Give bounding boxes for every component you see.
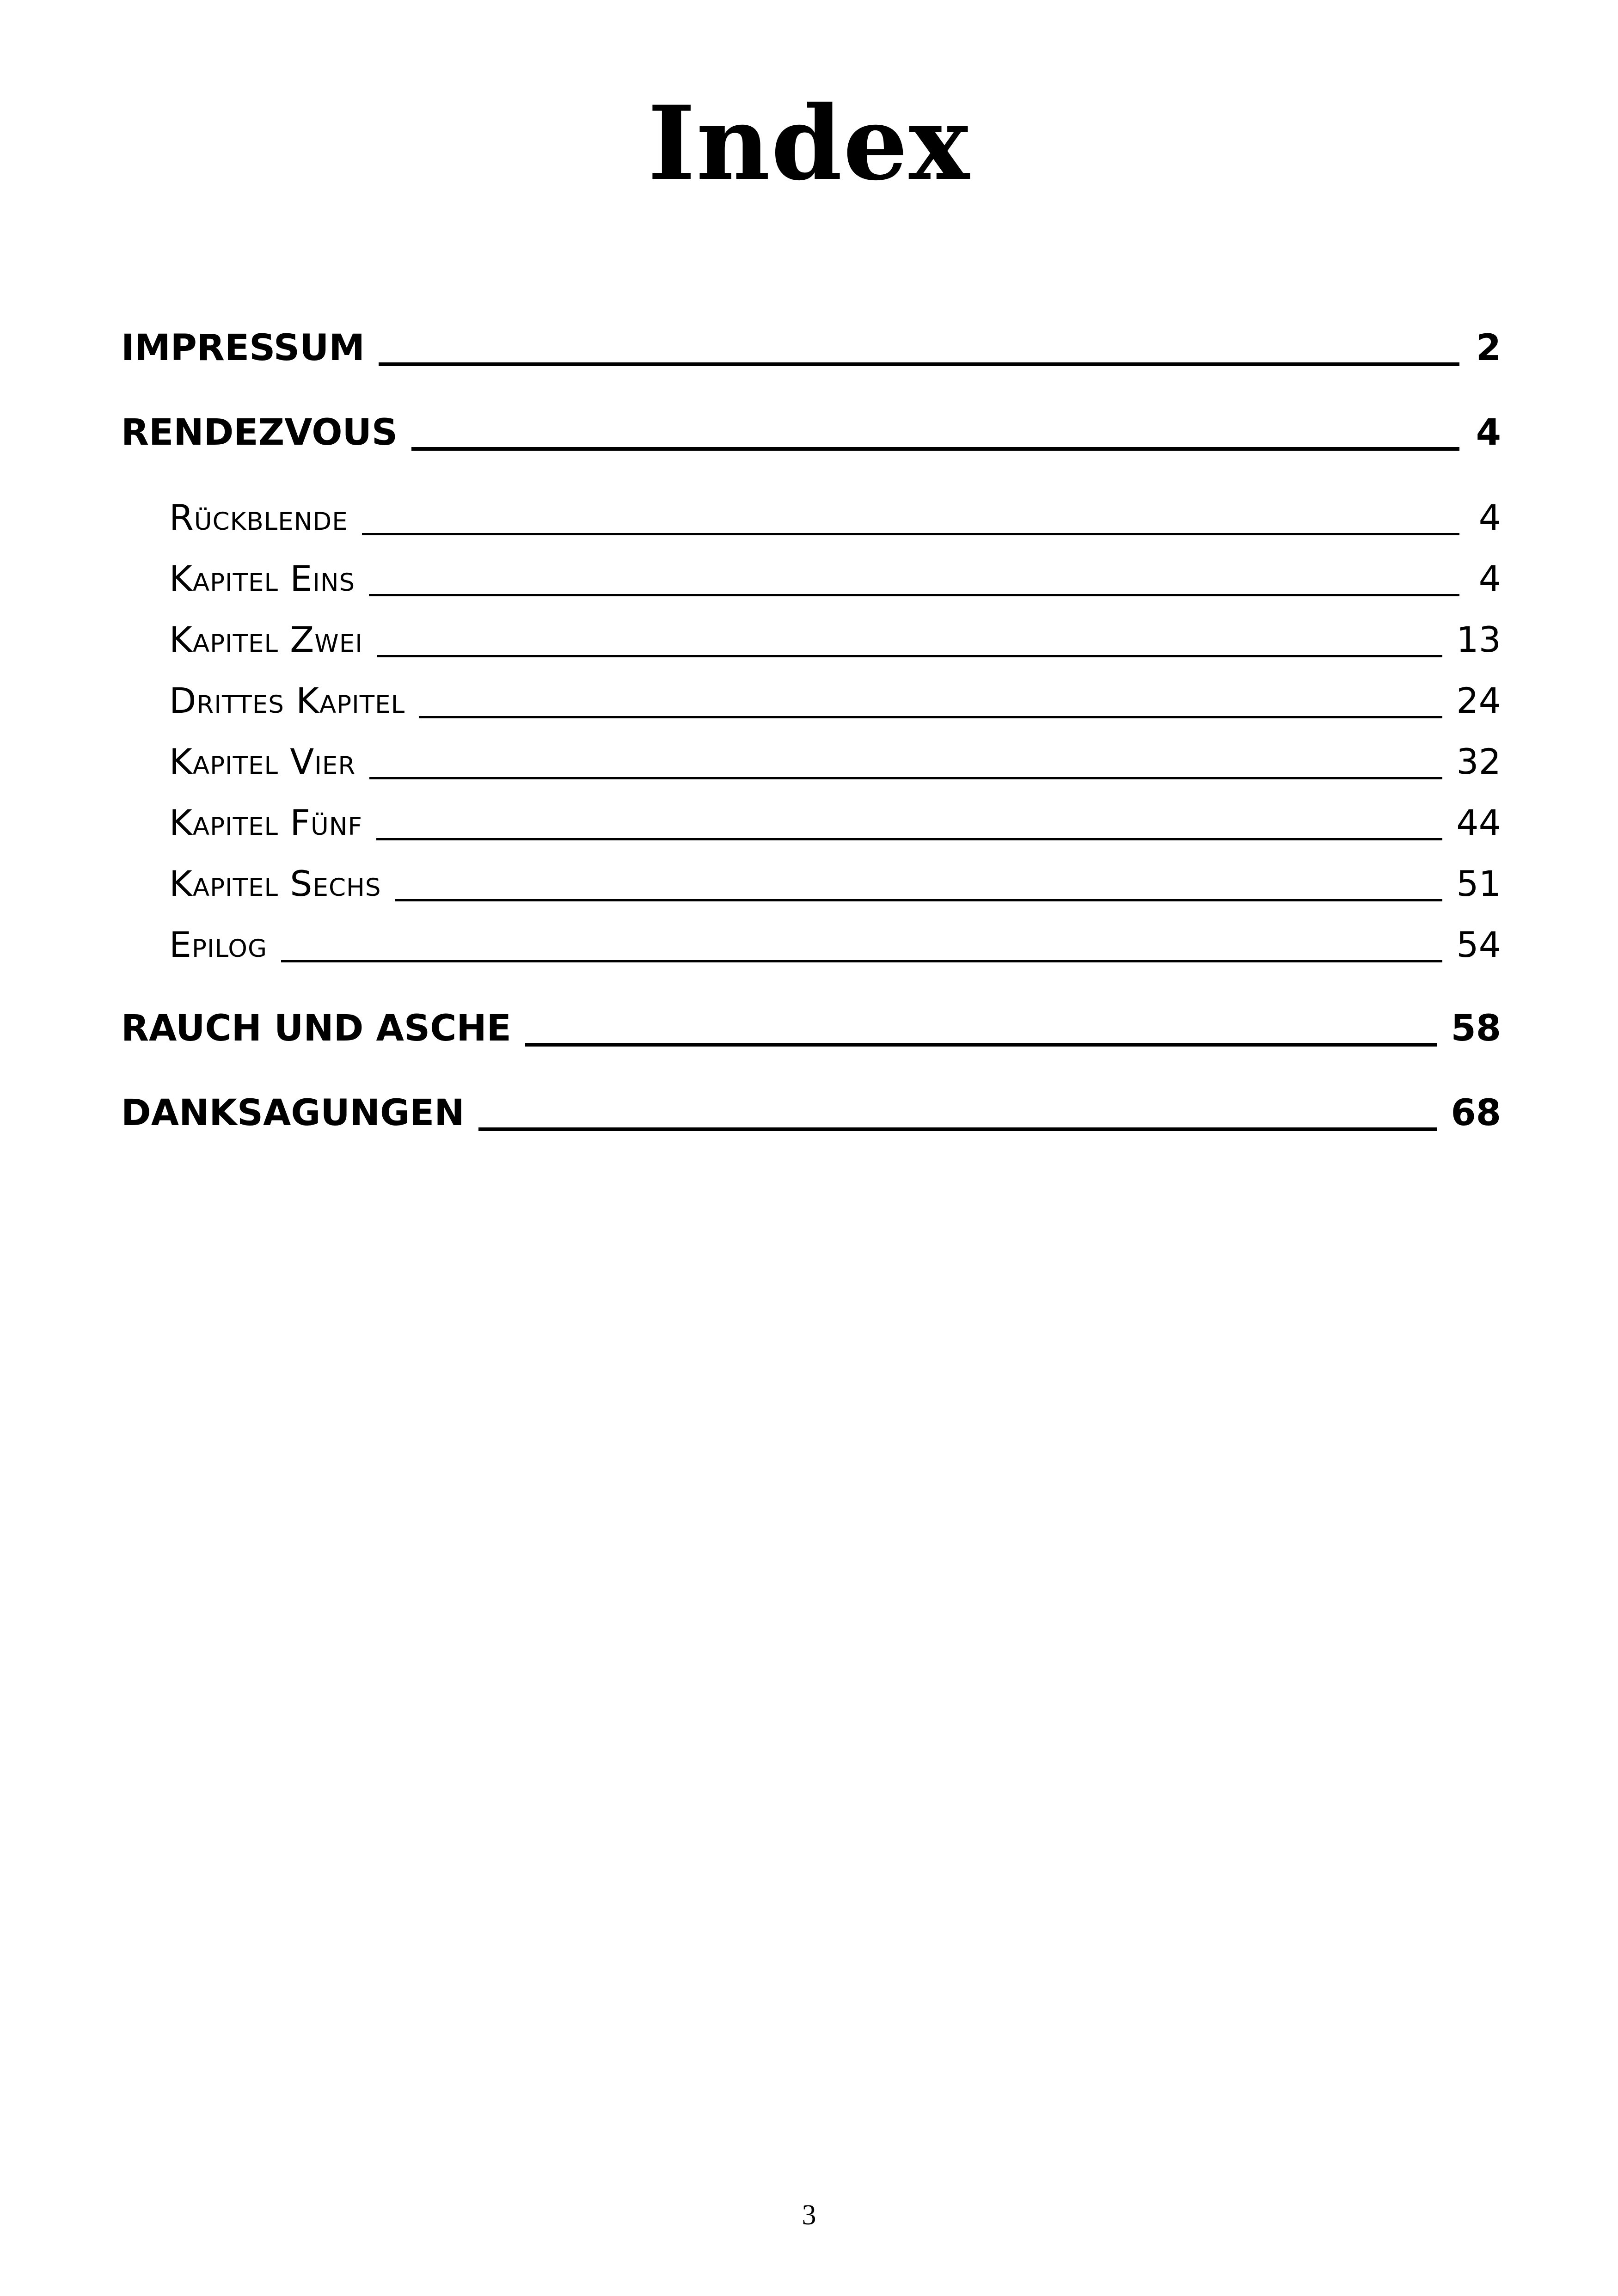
toc-entry-page: 24 [1456,680,1501,721]
toc-leader-line [369,594,1459,596]
toc-leader-line [281,960,1442,962]
toc-entry-rendezvous[interactable] [121,408,1501,459]
toc-leader-line [478,1127,1437,1131]
toc-entry-label: Drittes Kapitel [169,680,405,721]
toc-entry-page: 68 [1451,1092,1501,1134]
toc-subentry-epilog[interactable] [169,920,1501,971]
toc-entry-page: 13 [1456,619,1501,660]
toc-entry-label: Kapitel Zwei [169,619,363,660]
toc-leader-line [379,362,1459,366]
toc-subentry-kapitel-zwei[interactable] [169,615,1501,666]
toc-entry-label: Epilog [169,924,268,965]
toc-leader-line [362,533,1459,535]
toc-leader-line [377,655,1442,657]
toc-entry-danksagungen[interactable] [121,1089,1501,1139]
toc-entry-label: Rückblende [169,497,348,538]
page-number: 3 [802,2199,816,2231]
toc-entry-label: Kapitel Eins [169,558,355,599]
toc-leader-line [395,899,1442,901]
toc-subentry-kapitel-sechs[interactable] [169,859,1501,910]
toc-subentry-kapitel-eins[interactable] [169,554,1501,605]
toc-subentry-drittes-kapitel[interactable] [169,676,1501,727]
toc-leader-line [369,777,1442,779]
toc-entry-page: 4 [1478,558,1501,599]
page-title: Index [648,83,970,203]
toc-entry-page: 51 [1456,863,1501,904]
toc-subentry-kapitel-vier[interactable] [169,737,1501,788]
toc-subentry-rueckblende[interactable] [169,493,1501,544]
toc-leader-line [525,1043,1437,1047]
toc-entry-page: 44 [1456,802,1501,843]
toc-entry-label: Kapitel Fünf [169,802,362,843]
toc-entry-label: DANKSAGUNGEN [121,1092,465,1134]
toc-entry-page: 4 [1478,497,1501,538]
toc-entry-label: RENDEZVOUS [121,412,398,453]
toc-entry-impressum[interactable] [121,324,1501,374]
toc-subentry-kapitel-fuenf[interactable] [169,798,1501,849]
toc-leader-line [376,838,1442,840]
toc-entry-page: 4 [1476,412,1501,453]
toc-entry-label: IMPRESSUM [121,327,365,369]
toc-leader-line [419,716,1442,718]
toc-entry-rauch-und-asche[interactable] [121,1004,1501,1055]
toc-entry-label: Kapitel Vier [169,741,356,782]
toc-entry-page: 54 [1456,924,1501,965]
toc-entry-label: RAUCH UND ASCHE [121,1008,511,1049]
toc-leader-line [411,447,1459,451]
toc-entry-page: 58 [1451,1008,1501,1049]
toc-entry-page: 32 [1456,741,1501,782]
toc-entry-label: Kapitel Sechs [169,863,381,904]
toc-entry-page: 2 [1476,327,1501,369]
